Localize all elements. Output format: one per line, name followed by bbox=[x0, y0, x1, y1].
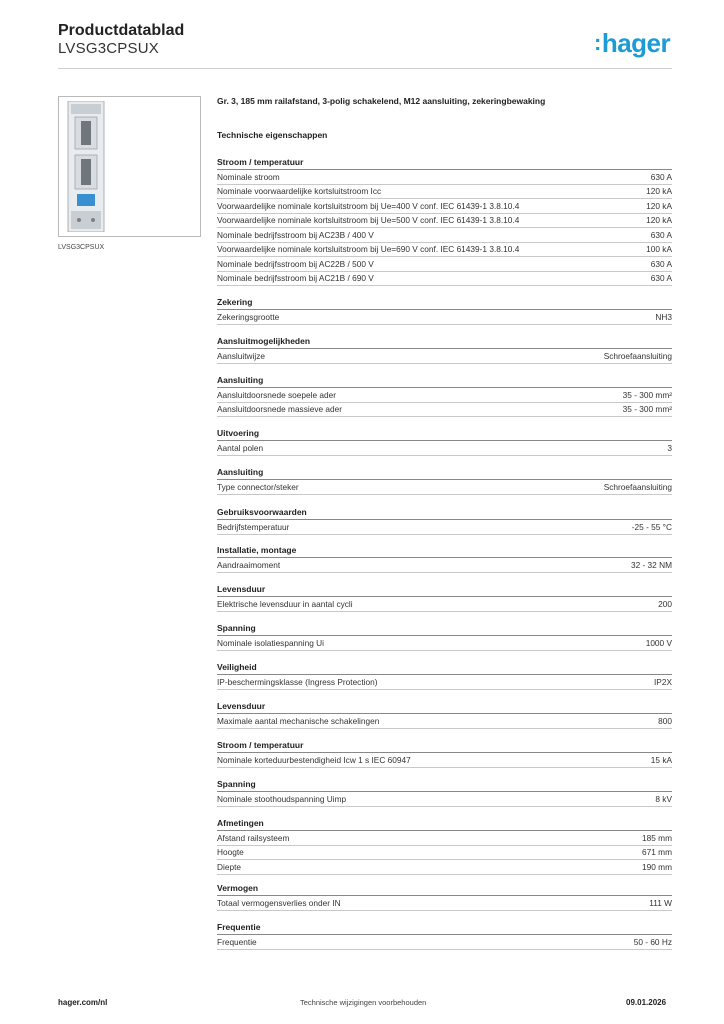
footer-date: 09.01.2026 bbox=[626, 998, 667, 1007]
spec-section bbox=[217, 583, 672, 612]
spec-value: 630 A bbox=[650, 229, 672, 240]
spec-value: 100 kA bbox=[646, 244, 672, 255]
spec-row bbox=[217, 480, 672, 495]
spec-value: -25 - 55 °C bbox=[631, 521, 672, 532]
spec-label: Diepte bbox=[217, 861, 241, 872]
spec-value: 3 bbox=[667, 442, 672, 453]
spec-value: 630 A bbox=[650, 258, 672, 269]
spec-label: Voorwaardelijke nominale kortsluitstroom bij Ue=690 V conf. IEC 61439-1 3.8.10.4 bbox=[217, 244, 520, 255]
spec-label: IP-beschermingsklasse (Ingress Protection) bbox=[217, 676, 378, 687]
spec-row bbox=[217, 675, 672, 690]
spec-label: Aandraaimoment bbox=[217, 559, 281, 570]
spec-label: Frequentie bbox=[217, 936, 257, 947]
spec-value: 15 kA bbox=[650, 754, 672, 765]
spec-label: Nominale isolatiespanning Ui bbox=[217, 637, 324, 648]
spec-label: Voorwaardelijke nominale kortsluitstroom bij Ue=400 V conf. IEC 61439-1 3.8.10.4 bbox=[217, 200, 520, 211]
spec-label: Type connector/steker bbox=[217, 481, 299, 492]
spec-row bbox=[217, 185, 672, 200]
spec-section bbox=[217, 427, 672, 456]
footer-website[interactable]: hager.com/nl bbox=[58, 998, 108, 1007]
spec-value: 120 kA bbox=[646, 186, 672, 197]
spec-value: 32 - 32 NM bbox=[630, 559, 672, 570]
spec-label: Nominale stoothoudspanning Uimp bbox=[217, 793, 347, 804]
spec-row bbox=[217, 272, 672, 287]
section-title: Stroom / temperatuur bbox=[217, 739, 672, 753]
spec-row bbox=[217, 310, 672, 325]
spec-label: Nominale bedrijfsstroom bij AC23B / 400 V bbox=[217, 229, 374, 240]
section-title: Spanning bbox=[217, 622, 672, 636]
spec-row bbox=[217, 243, 672, 258]
spec-label: Nominale korteduurbestendigheid Icw 1 s IEC 60947 bbox=[217, 754, 411, 765]
spec-value: 8 kV bbox=[655, 793, 672, 804]
spec-row bbox=[217, 935, 672, 950]
spec-row bbox=[217, 214, 672, 229]
section-title: Vermogen bbox=[217, 882, 672, 896]
spec-row bbox=[217, 860, 672, 875]
spec-row bbox=[217, 228, 672, 243]
spec-section bbox=[217, 374, 672, 417]
page-title: Productdatablad bbox=[58, 22, 185, 39]
spec-value: 111 W bbox=[649, 897, 672, 908]
section-title: Zekering bbox=[217, 296, 672, 310]
section-title: Gebruiksvoorwaarden bbox=[217, 506, 672, 520]
spec-value: 35 - 300 mm² bbox=[622, 404, 672, 415]
section-title: Stroom / temperatuur bbox=[217, 156, 672, 170]
spec-row bbox=[217, 597, 672, 612]
spec-section bbox=[217, 466, 672, 495]
spec-label: Zekeringsgrootte bbox=[217, 311, 280, 322]
spec-value: 185 mm bbox=[642, 832, 672, 843]
logo-text: hager bbox=[601, 28, 671, 58]
spec-section bbox=[217, 817, 672, 875]
spec-label: Nominale stroom bbox=[217, 171, 280, 182]
spec-row bbox=[217, 520, 672, 535]
spec-value: 50 - 60 Hz bbox=[633, 936, 672, 947]
product-code: LVSG3CPSUX bbox=[58, 40, 159, 57]
section-title: Aansluitmogelijkheden bbox=[217, 335, 672, 349]
spec-section bbox=[217, 921, 672, 950]
spec-row bbox=[217, 403, 672, 418]
spec-label: Elektrische levensduur in aantal cycli bbox=[217, 598, 353, 609]
section-title: Uitvoering bbox=[217, 427, 672, 441]
header-divider bbox=[58, 68, 672, 69]
spec-value: Schroefaansluiting bbox=[603, 481, 672, 492]
spec-row bbox=[217, 349, 672, 364]
section-title: Aansluiting bbox=[217, 374, 672, 388]
section-title: Levensduur bbox=[217, 583, 672, 597]
spec-section bbox=[217, 156, 672, 286]
spec-section bbox=[217, 778, 672, 807]
spec-value: IP2X bbox=[654, 676, 672, 687]
spec-section bbox=[217, 700, 672, 729]
spec-label: Nominale voorwaardelijke kortsluitstroom Icc bbox=[217, 186, 382, 197]
spec-row bbox=[217, 199, 672, 214]
logo-colon-mark: : bbox=[594, 30, 601, 55]
spec-value: 630 A bbox=[650, 171, 672, 182]
product-image-frame bbox=[58, 96, 201, 237]
section-title: Frequentie bbox=[217, 921, 672, 935]
spec-label: Aansluitdoorsnede massieve ader bbox=[217, 404, 342, 415]
fuse-switch-disconnector-image bbox=[67, 101, 105, 232]
spec-label: Maximale aantal mechanische schakelingen bbox=[217, 715, 380, 726]
spec-label: Bedrijfstemperatuur bbox=[217, 521, 290, 532]
spec-row bbox=[217, 714, 672, 729]
spec-value: 630 A bbox=[650, 273, 672, 284]
footer-notice: Technische wijzigingen voorbehouden bbox=[300, 998, 427, 1007]
hager-logo bbox=[594, 28, 670, 59]
section-title: Levensduur bbox=[217, 700, 672, 714]
spec-row bbox=[217, 558, 672, 573]
spec-value: 200 bbox=[658, 598, 672, 609]
spec-value: 1000 V bbox=[645, 637, 672, 648]
spec-label: Aansluitwijze bbox=[217, 350, 265, 361]
spec-section bbox=[217, 335, 672, 364]
spec-row bbox=[217, 388, 672, 403]
spec-value: 800 bbox=[658, 715, 672, 726]
spec-section bbox=[217, 544, 672, 573]
spec-row bbox=[217, 831, 672, 846]
spec-row bbox=[217, 441, 672, 456]
spec-row bbox=[217, 636, 672, 651]
spec-row bbox=[217, 792, 672, 807]
spec-row bbox=[217, 896, 672, 911]
spec-value: 190 mm bbox=[642, 861, 672, 872]
spec-value: 120 kA bbox=[646, 200, 672, 211]
spec-row bbox=[217, 846, 672, 861]
product-description: Gr. 3, 185 mm railafstand, 3-polig schakelend, M12 aansluiting, zekeringbewaking bbox=[217, 96, 546, 106]
spec-section bbox=[217, 882, 672, 911]
spec-value: 120 kA bbox=[646, 215, 672, 226]
spec-label: Hoogte bbox=[217, 847, 244, 858]
section-title: Spanning bbox=[217, 778, 672, 792]
spec-value: Schroefaansluiting bbox=[603, 350, 672, 361]
section-title: Aansluiting bbox=[217, 466, 672, 480]
section-title: Veiligheid bbox=[217, 661, 672, 675]
spec-section bbox=[217, 506, 672, 535]
spec-row bbox=[217, 257, 672, 272]
spec-value: 671 mm bbox=[642, 847, 672, 858]
spec-section bbox=[217, 296, 672, 325]
product-image-caption: LVSG3CPSUX bbox=[58, 244, 105, 251]
spec-row bbox=[217, 753, 672, 768]
spec-section bbox=[217, 622, 672, 651]
spec-label: Aansluitdoorsnede soepele ader bbox=[217, 389, 337, 400]
spec-value: 35 - 300 mm² bbox=[622, 389, 672, 400]
spec-label: Nominale bedrijfsstroom bij AC22B / 500 V bbox=[217, 258, 374, 269]
spec-label: Voorwaardelijke nominale kortsluitstroom bij Ue=500 V conf. IEC 61439-1 3.8.10.4 bbox=[217, 215, 520, 226]
spec-label: Totaal vermogensverlies onder IN bbox=[217, 897, 341, 908]
section-title: Installatie, montage bbox=[217, 544, 672, 558]
spec-label: Nominale bedrijfsstroom bij AC21B / 690 V bbox=[217, 273, 374, 284]
spec-label: Aantal polen bbox=[217, 442, 264, 453]
spec-value: NH3 bbox=[655, 311, 672, 322]
section-title: Afmetingen bbox=[217, 817, 672, 831]
tech-properties-heading: Technische eigenschappen bbox=[217, 130, 328, 140]
spec-section bbox=[217, 739, 672, 768]
spec-section bbox=[217, 661, 672, 690]
spec-label: Afstand railsysteem bbox=[217, 832, 290, 843]
spec-row bbox=[217, 170, 672, 185]
